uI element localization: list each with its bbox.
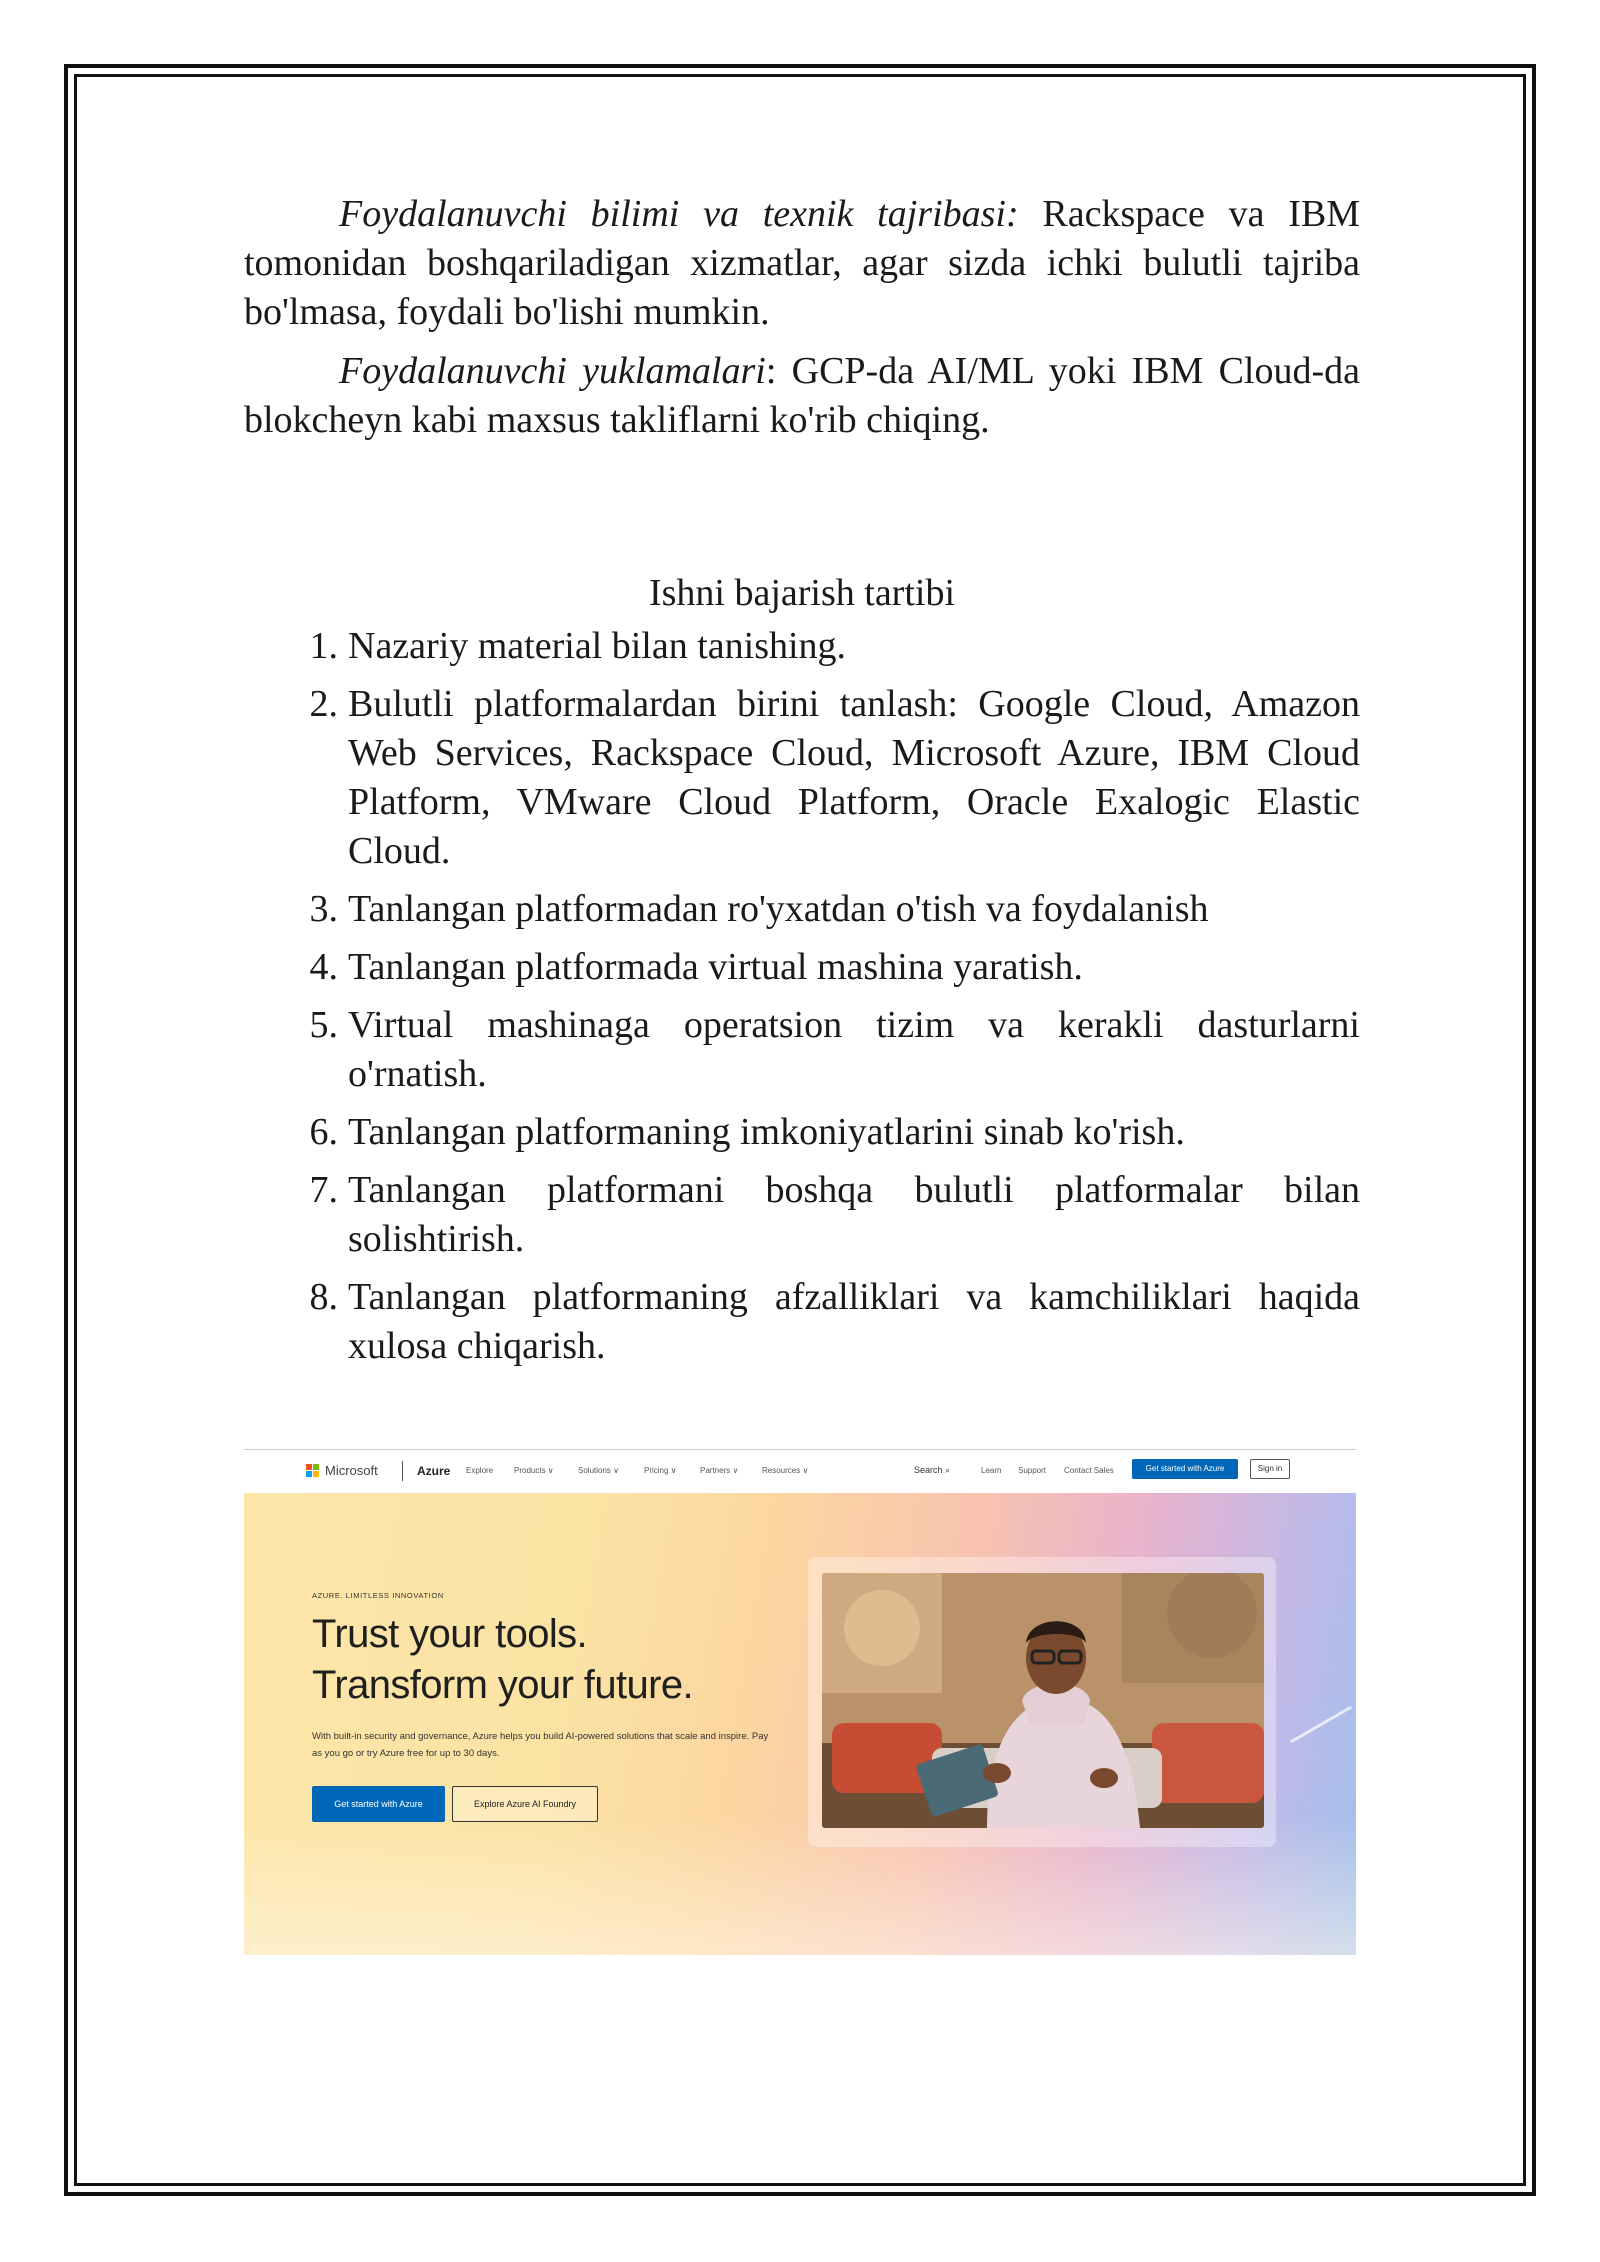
- step-text: Virtual mashinaga operatsion tizim va kerakli dasturlarni o'rnatish.: [348, 1004, 1360, 1095]
- step-number: 4.: [309, 946, 338, 988]
- step-text: Bulutli platformalardan birini tanlash: Google Cloud, Amazon Web Services, Rackspace Cloud, Microsoft Azure, IBM Cloud Platform, VMware Cloud Platform, Oracle Exalogic Elastic Cloud.: [348, 683, 1360, 872]
- microsoft-brand[interactable]: Microsoft: [325, 1463, 378, 1478]
- logo-square-red: [306, 1464, 312, 1470]
- search-label: Search: [914, 1465, 943, 1475]
- hero-eyebrow: AZURE. LIMITLESS INNOVATION: [312, 1591, 444, 1600]
- step-text: Tanlangan platformadan ro'yxatdan o'tish va foydalanish: [348, 888, 1209, 930]
- hero-description: With built-in security and governance, Azure helps you build AI-powered solutions that scale and inspire. Pay as you go or try Azure free for up to 30 days.: [312, 1731, 769, 1759]
- paragraph-label: Foydalanuvchi bilimi va texnik tajribasi:: [339, 193, 1019, 235]
- nav-item-products[interactable]: Products ∨: [514, 1466, 554, 1475]
- nav-link-support[interactable]: Support: [1018, 1466, 1047, 1475]
- explore-ai-foundry-button[interactable]: Explore Azure AI Foundry: [452, 1786, 598, 1822]
- list-item: [244, 1166, 1360, 1264]
- list-item: [244, 622, 1360, 671]
- paragraph-label: Foydalanuvchi yuklamalari: [339, 350, 766, 392]
- step-text: Tanlangan platformaning imkoniyatlarini sinab ko'rish.: [348, 1111, 1185, 1153]
- nav-item-resources[interactable]: Resources ∨: [762, 1466, 809, 1475]
- step-number: 2.: [309, 683, 338, 725]
- azure-navbar: [244, 1450, 1356, 1493]
- azure-product-link[interactable]: Azure: [417, 1464, 451, 1478]
- nav-divider: [402, 1461, 403, 1481]
- logo-square-blue: [306, 1471, 312, 1477]
- step-text: Tanlangan platformaning afzalliklari va kamchiliklari haqida xulosa chiqarish.: [348, 1276, 1360, 1367]
- paragraph-text: Rackspace va IBM tomonidan boshqariladigan xizmatlar, agar sizda ichki bulutli tajriba bo'lmasa, foydali bo'lishi mumkin.: [244, 193, 1361, 333]
- paragraph-user-workloads: [244, 347, 1360, 445]
- nav-item-solutions[interactable]: Solutions ∨: [578, 1466, 619, 1475]
- step-text: Tanlangan platformada virtual mashina yaratish.: [348, 946, 1083, 988]
- step-number: 5.: [309, 1004, 338, 1046]
- hero-photo-illustration: [822, 1573, 1264, 1828]
- list-item: [244, 943, 1360, 992]
- azure-hero: [244, 1493, 1356, 1955]
- logo-square-green: [313, 1464, 319, 1470]
- microsoft-logo-icon: [306, 1464, 319, 1477]
- list-item: [244, 885, 1360, 934]
- list-item: [244, 1108, 1360, 1157]
- step-number: 8.: [309, 1276, 338, 1318]
- search-link[interactable]: [914, 1465, 950, 1476]
- decorative-streak: [1290, 1706, 1352, 1744]
- step-number: 6.: [309, 1111, 338, 1153]
- steps-list: [244, 622, 1360, 1371]
- nav-link-contact-sales[interactable]: Contact Sales: [1064, 1466, 1114, 1475]
- search-icon: ⌕: [945, 1465, 951, 1475]
- step-number: 1.: [309, 625, 338, 667]
- hero-headline: [312, 1609, 693, 1711]
- section-title: Ishni bajarish tartibi: [648, 572, 956, 614]
- step-number: 3.: [309, 888, 338, 930]
- hero-headline-line-1: Trust your tools.: [312, 1612, 588, 1656]
- document-body: [244, 190, 1360, 1380]
- hero-headline-line-2: Transform your future.: [312, 1663, 693, 1707]
- list-item: [244, 1273, 1360, 1371]
- step-text: Nazariy material bilan tanishing.: [348, 625, 847, 667]
- nav-item-explore[interactable]: Explore: [466, 1466, 494, 1475]
- azure-screenshot: [244, 1449, 1356, 1955]
- list-item: [244, 1001, 1360, 1099]
- hero-photo: [822, 1573, 1264, 1828]
- step-number: 7.: [309, 1169, 338, 1211]
- nav-item-pricing[interactable]: Pricing ∨: [644, 1466, 677, 1475]
- sign-in-button[interactable]: Sign in: [1250, 1459, 1290, 1479]
- nav-link-learn[interactable]: Learn: [981, 1466, 1002, 1475]
- get-started-button[interactable]: Get started with Azure: [312, 1786, 445, 1822]
- paragraph-text: : GCP-da AI/ML yoki IBM Cloud-da blokcheyn kabi maxsus takliflarni ko'rib chiqing.: [244, 350, 1361, 441]
- logo-square-yellow: [313, 1471, 319, 1477]
- nav-item-partners[interactable]: Partners ∨: [700, 1466, 739, 1475]
- list-item: [244, 680, 1360, 876]
- paragraph-user-expertise: [244, 190, 1360, 337]
- step-text: Tanlangan platformani boshqa bulutli platformalar bilan solishtirish.: [348, 1169, 1360, 1260]
- get-started-nav-button[interactable]: Get started with Azure: [1132, 1459, 1238, 1479]
